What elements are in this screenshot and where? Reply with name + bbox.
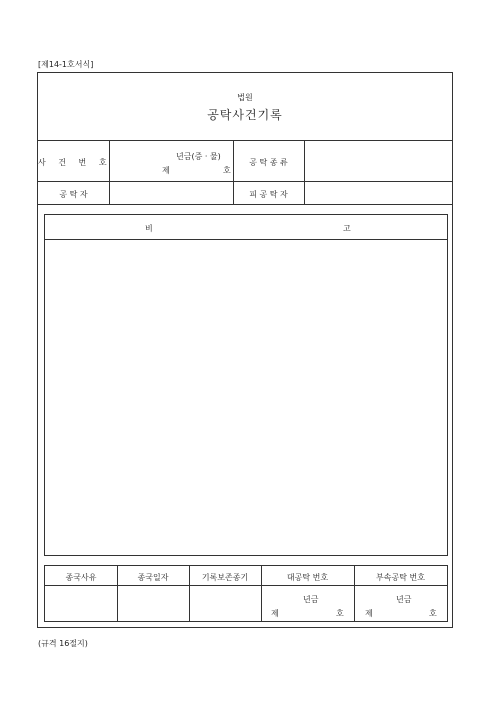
depositor-label: 공 탁 자 (59, 190, 88, 199)
case-year-suffix: 년금(증 · 물) (176, 152, 221, 161)
case-number-label: 사 건 번 호 (38, 158, 112, 167)
closing-date-field[interactable] (118, 586, 189, 621)
sub-deposit-je: 제 (365, 609, 373, 618)
depositee-label: 피 공 탁 자 (249, 190, 288, 199)
form-label: [제14-1호서식] (38, 60, 94, 69)
main-deposit-year-suffix: 년금 (303, 595, 319, 604)
header-closing-date: 종국일자 (137, 573, 169, 582)
sub-deposit-ho: 호 (429, 609, 437, 618)
main-deposit-ho: 호 (336, 609, 344, 618)
page-title: 공탁사건기록 (207, 108, 283, 122)
case-no-ho: 호 (223, 166, 231, 175)
deposit-type-label: 공 탁 종 류 (249, 158, 288, 167)
court-label: 법원 (237, 93, 253, 102)
depositee-field[interactable] (305, 182, 452, 204)
main-deposit-je: 제 (271, 609, 279, 618)
closing-table (44, 565, 448, 622)
retention-period-field[interactable] (190, 586, 261, 621)
paper-size-note: (규격 16절지) (38, 639, 88, 648)
header-retention-period: 기록보존종기 (201, 573, 249, 582)
header-sub-deposit-number: 부속공탁 번호 (376, 573, 425, 582)
depositor-field[interactable] (110, 182, 233, 204)
header-main-deposit-number: 대공탁 번호 (286, 573, 329, 582)
header-closing-reason: 종국사유 (65, 573, 97, 582)
remarks-label-go: 고 (343, 224, 351, 233)
record-form (37, 72, 453, 628)
remarks-label-bi: 비 (145, 224, 153, 233)
deposit-type-field[interactable] (305, 141, 452, 181)
closing-reason-field[interactable] (45, 586, 117, 621)
divider (38, 204, 452, 205)
case-no-je: 제 (162, 166, 170, 175)
remarks-box (44, 214, 448, 556)
remarks-field[interactable] (45, 240, 447, 555)
sub-deposit-year-suffix: 년금 (396, 595, 412, 604)
